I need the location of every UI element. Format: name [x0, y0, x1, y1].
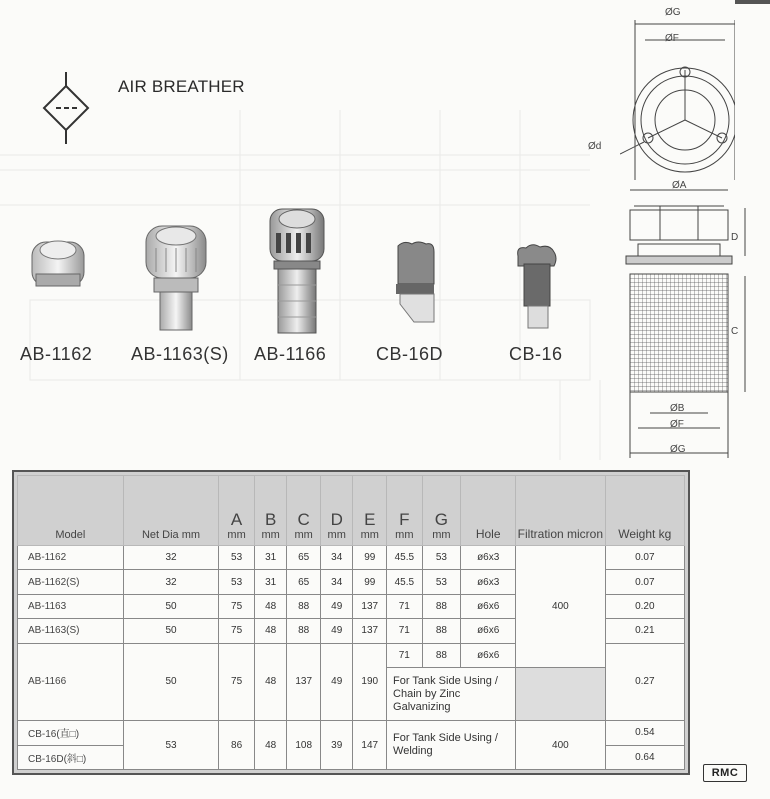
product-image-ab-1162	[28, 232, 88, 292]
cell-g: 53	[422, 546, 461, 570]
product-label-ab-1166: AB-1166	[254, 344, 327, 364]
cell-e: 99	[353, 546, 387, 570]
header-col-f	[387, 476, 423, 546]
cell-a: 75	[219, 619, 255, 643]
cell-hole: ø6x6	[461, 619, 516, 643]
cell-e: 190	[353, 643, 387, 720]
cell-model: CB-16D(斜□)	[18, 745, 124, 769]
dim-label-g-top: ØG	[665, 7, 681, 18]
dim-label-f-top: ØF	[665, 33, 679, 44]
cell-a: 53	[219, 570, 255, 594]
cell-e: 137	[353, 619, 387, 643]
cell-weight: 0.64	[605, 745, 684, 769]
header-f-letter: F	[399, 510, 410, 530]
header-a-unit: mm	[227, 529, 246, 542]
page-title: AIR BREATHER	[118, 77, 245, 96]
cell-filtration: 400	[516, 721, 605, 770]
cell-g: 53	[422, 570, 461, 594]
header-d-unit: mm	[327, 529, 346, 542]
cell-note: For Tank Side Using / Chain by Zinc Galvanizing	[387, 668, 516, 721]
cell-weight: 0.27	[605, 643, 684, 720]
cell-f: 45.5	[387, 546, 423, 570]
table-row	[18, 546, 685, 570]
cell-b: 48	[254, 619, 287, 643]
cell-a: 53	[219, 546, 255, 570]
header-e-unit: mm	[360, 529, 379, 542]
header-g-letter: G	[434, 510, 449, 530]
cell-weight: 0.21	[605, 619, 684, 643]
cell-f: 71	[387, 594, 423, 618]
cell-filtration-blank	[516, 668, 605, 721]
cell-e: 147	[353, 721, 387, 770]
product-image-ab-1166	[266, 205, 328, 335]
cell-f: 71	[387, 643, 423, 667]
cell-a: 75	[219, 643, 255, 720]
product-label-cb-16d: CB-16D	[376, 344, 444, 364]
header-col-c	[287, 476, 321, 546]
product-label-ab-1162: AB-1162	[20, 344, 93, 364]
cell-filtration: 400	[516, 546, 605, 668]
cell-model: AB-1162(S)	[18, 570, 124, 594]
cell-b: 31	[254, 570, 287, 594]
cell-net: 50	[123, 643, 219, 720]
cell-d: 49	[320, 619, 353, 643]
header-g-unit: mm	[432, 529, 451, 542]
dim-label-d: D	[731, 232, 739, 243]
cell-d: 39	[320, 721, 353, 770]
cell-f: 71	[387, 619, 423, 643]
cell-hole: ø6x3	[461, 570, 516, 594]
dim-label-a: ØA	[672, 180, 687, 191]
cell-b: 48	[254, 594, 287, 618]
header-net-dia: Net Dia mm	[123, 476, 219, 546]
dim-label-d-top: Ød	[588, 141, 602, 152]
cell-net: 32	[123, 546, 219, 570]
cell-weight: 0.07	[605, 570, 684, 594]
cell-c: 88	[287, 619, 321, 643]
cell-weight: 0.54	[605, 721, 684, 745]
header-b-unit: mm	[261, 529, 280, 542]
cell-net: 50	[123, 619, 219, 643]
dim-label-g: ØG	[670, 444, 686, 455]
air-breather-symbol-icon	[40, 72, 92, 144]
cell-c: 88	[287, 594, 321, 618]
cell-c: 65	[287, 546, 321, 570]
product-label-ab-1163s: AB-1163(S)	[131, 344, 229, 364]
cell-net: 32	[123, 570, 219, 594]
header-a-letter: A	[230, 510, 243, 530]
cell-e: 137	[353, 594, 387, 618]
rmc-logo: RMC	[703, 764, 747, 782]
cell-b: 48	[254, 721, 287, 770]
header-d-letter: D	[330, 510, 343, 530]
cell-d: 34	[320, 570, 353, 594]
spec-table-frame	[12, 470, 690, 775]
header-col-d	[320, 476, 353, 546]
header-weight: Weight kg	[605, 476, 684, 546]
cell-a: 86	[219, 721, 255, 770]
cell-g: 88	[422, 643, 461, 667]
cell-model: AB-1166	[18, 643, 124, 720]
cell-d: 49	[320, 643, 353, 720]
cell-c: 137	[287, 643, 321, 720]
cell-net: 53	[123, 721, 219, 770]
product-label-cb-16: CB-16	[509, 344, 563, 364]
scan-corner-mark	[735, 0, 770, 4]
cell-d: 49	[320, 594, 353, 618]
cell-c: 65	[287, 570, 321, 594]
cell-g: 88	[422, 594, 461, 618]
header-col-a	[219, 476, 255, 546]
header-e-letter: E	[364, 510, 376, 530]
cell-model: AB-1162	[18, 546, 124, 570]
header-c-letter: C	[297, 510, 310, 530]
header-filtration: Filtration micron	[516, 476, 605, 546]
cell-d: 34	[320, 546, 353, 570]
cell-hole: ø6x6	[461, 594, 516, 618]
cell-model: AB-1163(S)	[18, 619, 124, 643]
product-image-ab-1163	[142, 222, 210, 332]
spec-table	[17, 475, 685, 770]
cell-net: 50	[123, 594, 219, 618]
table-header-row	[18, 476, 685, 546]
header-model: Model	[18, 476, 124, 546]
cell-a: 75	[219, 594, 255, 618]
cell-c: 108	[287, 721, 321, 770]
cell-e: 99	[353, 570, 387, 594]
header-col-b	[254, 476, 287, 546]
cell-weight: 0.07	[605, 546, 684, 570]
dim-label-f: ØF	[670, 419, 684, 430]
cell-weight: 0.20	[605, 594, 684, 618]
cell-note: For Tank Side Using / Welding	[387, 721, 516, 770]
header-hole: Hole	[461, 476, 516, 546]
table-row	[18, 721, 685, 745]
product-image-cb-16d	[392, 240, 438, 326]
header-f-unit: mm	[395, 529, 414, 542]
product-image-cb-16	[512, 242, 560, 330]
cell-hole: ø6x6	[461, 643, 516, 667]
cell-g: 88	[422, 619, 461, 643]
cell-hole: ø6x3	[461, 546, 516, 570]
header-b-letter: B	[264, 510, 277, 530]
cell-b: 48	[254, 643, 287, 720]
header-c-unit: mm	[294, 529, 313, 542]
dim-label-c: C	[731, 326, 739, 337]
cell-f: 45.5	[387, 570, 423, 594]
header-col-g	[422, 476, 461, 546]
dim-label-b: ØB	[670, 403, 685, 414]
cell-model: AB-1163	[18, 594, 124, 618]
cell-model: CB-16(直□)	[18, 721, 124, 745]
cell-b: 31	[254, 546, 287, 570]
header-col-e	[353, 476, 387, 546]
